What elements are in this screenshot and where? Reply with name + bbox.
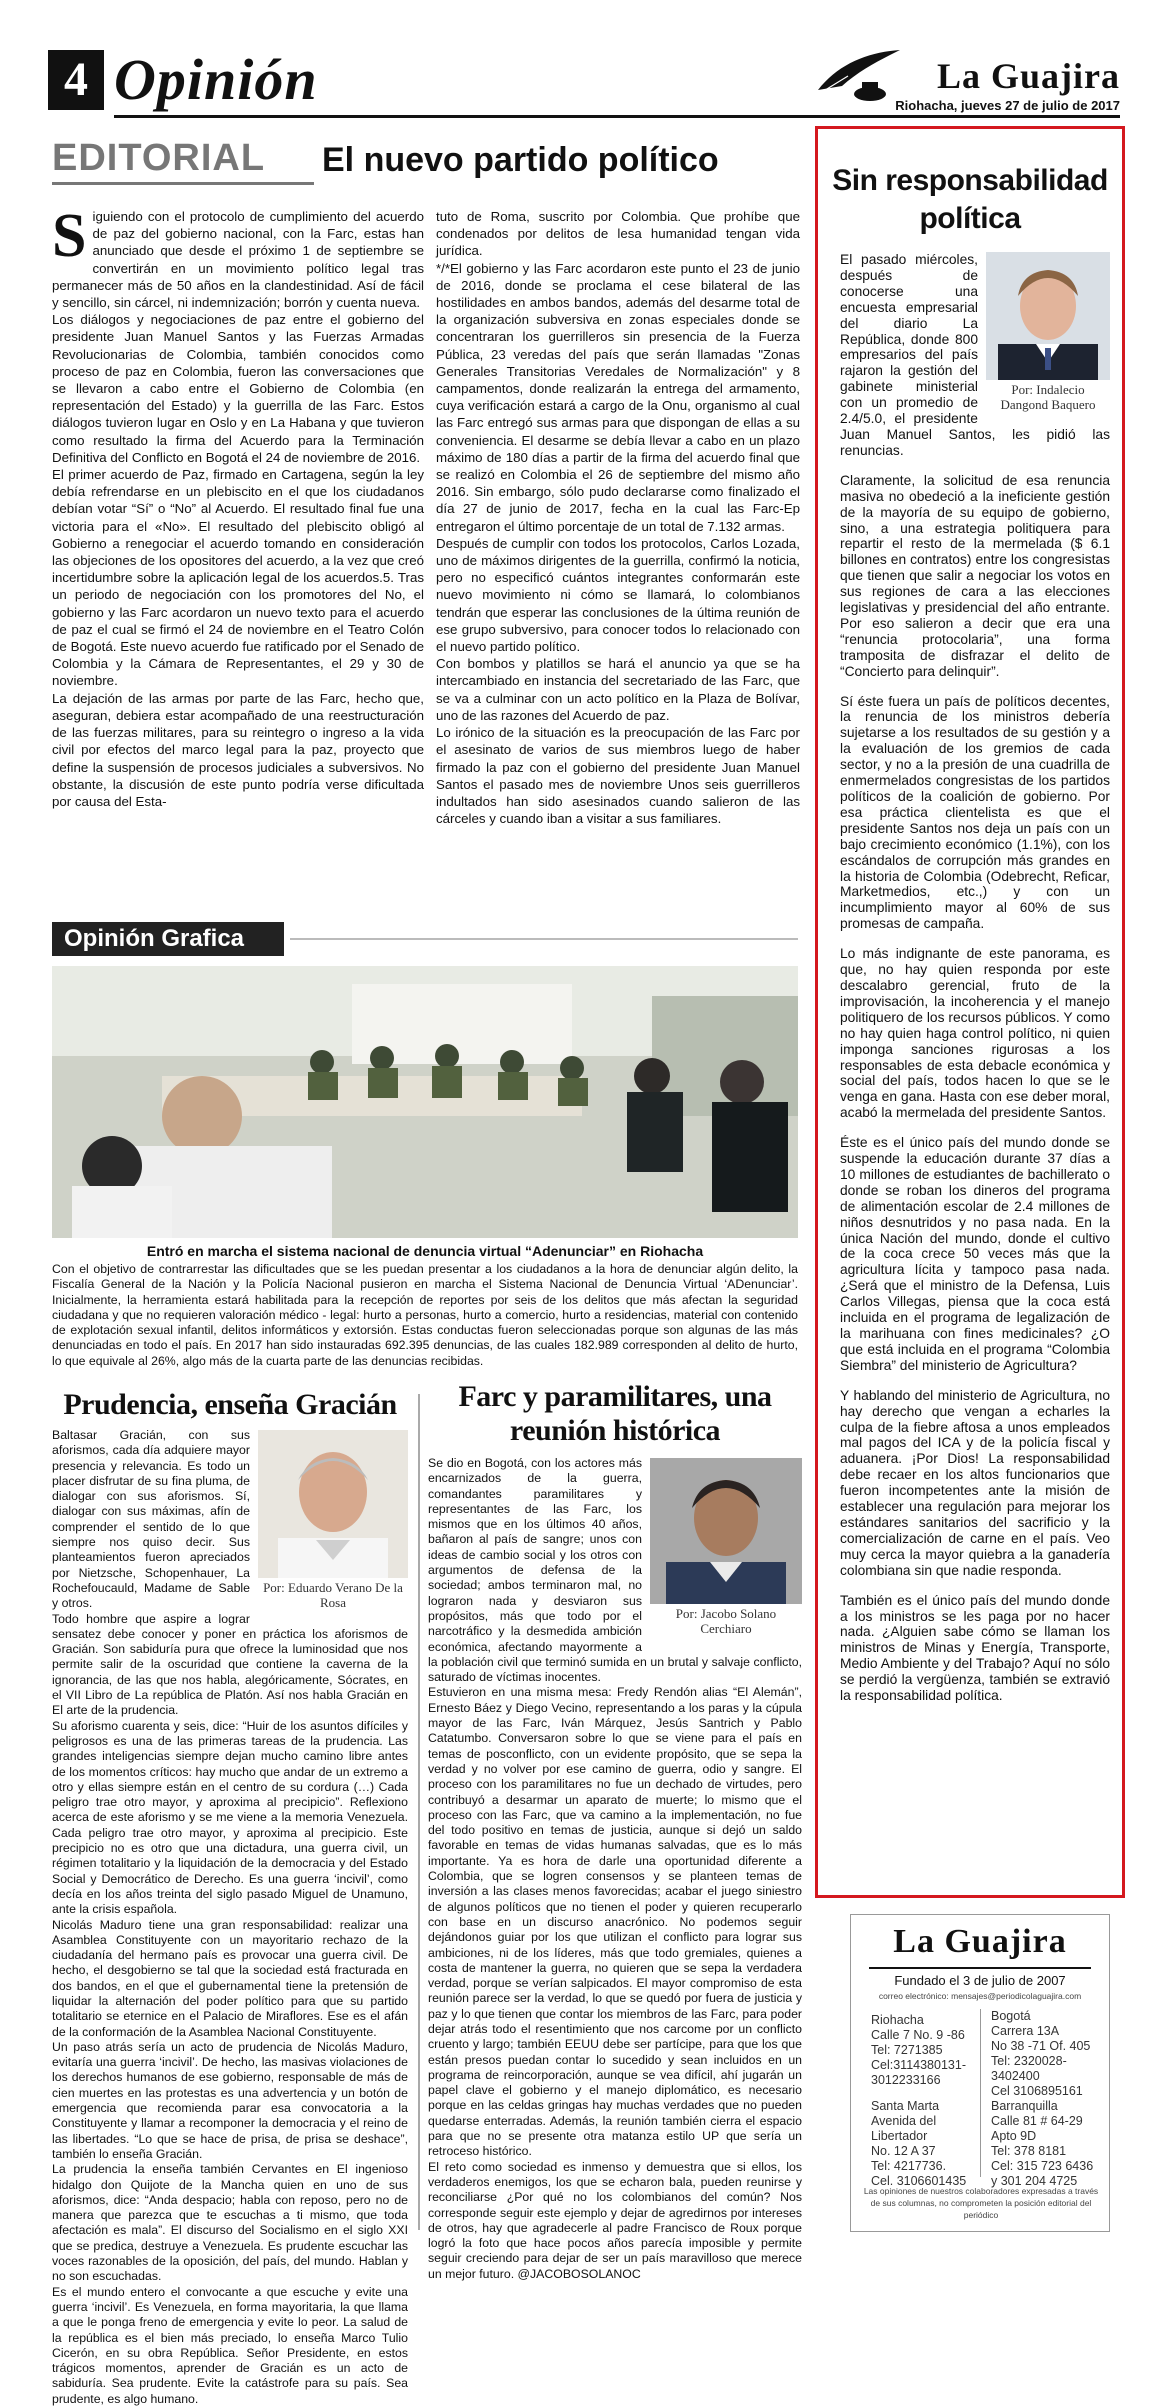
- opinion-grafica-rule: [290, 938, 798, 940]
- article-paragraph: Nicolás Maduro tiene una gran responsabilidad: realizar una Asamblea Constituyente con un mayoritario rechazo de la ciudadanía del hermano país es provocar una guerra civil. De hecho, el desgobierno se tal que la sociedad está fracturada en dos bandos, en el que el gubernamental tiene la pretensión de liquidar la alternación del poder político para que su partido totalitario se eternice en el Palacio de Miraflores. Ese es el afán de la conformación de la Asamblea Nacional Constituyente.: [52, 1917, 408, 2039]
- author-photo: [258, 1430, 408, 1578]
- section-title: Opinión: [114, 47, 318, 112]
- footer-divider: [980, 2009, 981, 2177]
- editorial-paragraph: */*El gobierno y las Farc acordaron este punto el 23 de junio de 2016, donde se proclama el cese bilateral de las hostilidades en ambos bandos, además del desarme total de la organización subversiva en zonas especiales donde se concentraran los guerrilleros sin presencia de la Fuerza Pública, 23 veredas del país que serán llamadas "Zonas Generales Transitorias Veredales de Normalización" y 8 campamentos, donde realizarán la entrega del armamento, cuya verificación estará a cargo de la Onu, organismo al cual las Farc entregó sus armas para que dispongan de ellas a su conveniencia. El desarme se debía llevar a cabo en un plazo máximo de 180 días a partir de la firma del acuerdo final que se realizó en Colombia el 26 de septiembre del mismo año 2016. Sin embargo, sólo pudo declararse como finalizado el día 27 de junio de 2017, fecha en la cual las Farc-Ep entregaron el último porcentaje de un total de 7.132 armas.: [436, 260, 800, 534]
- article-paragraph: Su aforismo cuarenta y seis, dice: “Huir de los asuntos difíciles y peligrosos es una de las primeras tareas de la prudencia. Las grandes inteligencias siempre dejan mucho camino libre antes de los momentos críticos: hay mucho que andar de un extremo a otro y ellas siempre están en el centro de su cordura (…) Cada peligro trae otro mayor, y aproxima al precipicio”. Reflexiono acerca de este aforismo y se me viene a la memoria Venezuela. Cada peligro trae otro mayor, y aproxima al precipicio. Este precipicio no es otro que una dictadura, una guerra civil, un régimen totalitario y la liquidación de la democracia y del Estado Social y Democrático de Derecho. Es una guerra ‘incivil’, como decía en los años treinta del siglo pasado Miguel de Unamuno, ante la crisis española.: [52, 1718, 408, 1917]
- editorial-paragraph: tuto de Roma, suscrito por Colombia. Que prohíbe que condenados por delitos de lesa humanidad tengan vida jurídica.: [436, 209, 800, 259]
- article-paragraph: También es el único país del mundo donde a los ministros se les paga por no hacer nada. ¿Alguien sabe cómo se llaman los ministros de Minas y Energía, Transporte, Medio Ambiente y del Trabajo? Aquí no sólo se perdió la vergüenza, también se extravió la responsabilidad política.: [840, 1592, 1110, 1704]
- office-santa-marta: Santa Marta Avenida del Libertador No. 12 A 37 Tel: 4217736. Cel. 3106601435: [871, 2099, 967, 2188]
- editorial-paragraph: La dejación de las armas por parte de las Farc, hecho que, aseguran, debiera estar acompañado de una reestructuración de las fuerzas militares, para su reintegro o ingreso a la vida civil por efectos del marco legal para la paz, proyecto que define la suspensión de procesos judiciales a subversivos. No obstante, la discusión de este punto podría verse dificultada por causa del Esta-: [52, 690, 424, 809]
- photo-caption: Entró en marcha el sistema nacional de denuncia virtual “Adenunciar” en Riohacha: [146, 1243, 704, 1259]
- article-paragraph: Baltasar Gracián, con sus aforismos, cada día adquiere mayor presencia y relevancia. Es todo un placer disfrutar de su fina pluma, de dialogar con sus aforismos. Sí, dialogar con sus máximas, afín de comprender el sentido de lo que siempre nos quiso decir. Sus planteamientos fueron apreciados por Nietzsche, Schopenhauer, La Rochefoucauld, Madame de Sable y otros.: [52, 1428, 250, 1611]
- quill-inkwell-icon: [808, 46, 904, 102]
- footer-rule: [869, 1967, 1091, 1969]
- article-paragraph: Lo más indignante de este panorama, es que, no hay quien responda por este descalabro gerencial, fruto de la improvisación, la incoherencia y el manejo politiquero de los recursos públicos. Y como no hay quien haga control político, ni quien imponga sanciones rigurosas a los responsables de esta debacle económica y social del país, todos hacen lo que se le venga en gana. Hasta con ese deber moral, acabó la mermelada del presidente Santos.: [840, 946, 1110, 1121]
- editorial-label-rule: [52, 182, 314, 185]
- article-paragraph: El pasado miércoles, después de conocerse una encuesta empresarial del diario La República, donde 800 empresarios del país rajaron la gestión del gabinete ministerial con un promedio de 2.4/5.0, el presidente Juan Manuel Santos, les pidió las renuncias.: [840, 252, 1110, 458]
- editorial-paragraph: Los diálogos y negociaciones de paz entre el gobierno del presidente Juan Manuel Santos y las Fuerzas Armadas Revolucionarias de Colombia, también conocidos como proceso de paz en Colombia, fueron las conversaciones que se llevaron a cabo entre el Gobierno de Colombia (en representación del Estado) y la guerrilla de las Farc. Estos diálogos tuvieron lugar en Oslo y en La Habana y que tuvieron como resultado la firma del Acuerdo para la Terminación Definitiva del Conflicto en Bogotá el 24 de noviembre de 2016.: [52, 312, 424, 465]
- editorial-headline: El nuevo partido político: [322, 141, 719, 179]
- editorial-disclaimer: Las opiniones de nuestros colaboradores expresadas a través de sus columnas, no comprometen la posición editorial del periódico: [863, 2186, 1099, 2220]
- article-paragraph: Se dio en Bogotá, con los actores más encarnizados de la guerra, comandantes paramilitares y representantes de las Farc, los mismos que en los últimos 40 años, bañaron al país de sangre; unos con ideas de cambio social y los otros con argumentos de defensa de la sociedad; ambos terminaron mal, no lograron nada y desviaron sus propósitos, más que todo por el narcotráfico y la desmedida ambición económica, afectando mayormente a la población civil que terminó sumida en un brutal y salvaje conflicto, saturado de víctimas inocentes.: [428, 1456, 802, 1685]
- editorial-paragraph: El primer acuerdo de Paz, firmado en Cartagena, según la ley debía refrendarse en un plebiscito en el que los ciudadanos debían votar “Sí” o “No” al Acuerdo. El resultado final fue una victoria para el «No». El resultado del plebiscito obligó al Gobierno a renegociar el acuerdo tomando en consideración las objeciones de los opositores del acuerdo, a la vez que creó incertidumbre sobre la aplicación legal de los acuerdos.5. Tras un periodo de negociación con los promotores del No, el gobierno y las Farc acordaron un nuevo texto para el acuerdo de paz el cual se firmó el 24 de noviembre en el Teatro Colón de Bogotá. Este nuevo acuerdo fue ratificado por el Senado de Colombia y la Cámara de Representantes, el 29 y 30 de noviembre.: [52, 467, 424, 689]
- author-photo: [650, 1458, 802, 1604]
- dateline: Riohacha, jueves 27 de julio de 2017: [895, 98, 1120, 113]
- author-photo: [986, 252, 1110, 380]
- author-credit: Por: Eduardo Verano De la Rosa: [263, 1580, 403, 1610]
- footer-masthead: La Guajira: [893, 1923, 1067, 1960]
- author-photo-box: [986, 252, 1110, 412]
- header-rule: [114, 115, 1120, 118]
- article-paragraph: Éste es el único país del mundo donde se suspende la educación durante 37 días a 10 millones de estudiantes de bachillerato o donde se roban los dineros del programa de alimentación escolar de 2.4 millones de niños desnutridos y no pasa nada. En la única Nación del mundo, donde el cultivo de la coca crece 50 veces más que la agricultura lícita y tampoco pasa nada. ¿Será que el ministro de la Defensa, Luis Carlos Villegas, piensa que la coca está incluida en el programa de legalización de la marihuana con fines medicinales? ¿O que está incluida en el programa “Colombia Siembra” del ministerio de Agricultura?: [840, 1135, 1110, 1373]
- sin-responsabilidad-article: [840, 252, 1110, 1718]
- author-credit: Por: Indalecio Dangond Baquero: [1000, 382, 1096, 412]
- photo-summary: Con el objetivo de contrarrestar las dificultades que se les puedan presentar a los ciudadanos a la hora de denunciar algún delito, la Fiscalía General de la Nación y la Policía Nacional pusieron en marcha el Sistema Nacional de Denuncia Virtual ‘ADenunciar’. Inicialmente, la herramienta estará habilitada para la recepción de reportes por seis de los delitos que más afectan la seguridad ciudadana y que no requieren valoración médico - legal: hurto a personas, hurto a comercio, hurto a residencias, material con contenido de explotación sexual infantil, delitos informáticos y extorsión. Estas conductas fueron seleccionadas porque son algunas de las más denunciadas en todo el país. En 2017 han sido instauradas 692.395 denuncias, de las cuales 182.989 corresponden al delito de hurto, lo que equivale al 26%, algo más de la cuarta parte de las denuncias recibidas.: [52, 1262, 798, 1368]
- farc-headline: Farc y paramilitares, una reunión histórica: [458, 1380, 772, 1447]
- article-paragraph: Estuvieron en una misma mesa: Fredy Rendón alias “El Alemán”, Ernesto Báez y Diego Vecino, representando a los paras y la cúpula mayor de las Farc, Iván Márquez, Jesús Santrich y Pablo Catatumbo. Conversaron sobre lo que se viene para el país en temas de posconflicto, con un evidente propósito, que se sepa la verdad y no volver por ese camino de guerra, odio y sangre. El proceso con los paramilitares no fue un dechado de virtudes, pero contribuyó a desarmar un aparato de muerte; lo mismo que el proceso con las Farc, que va camino a la implementación, no fue del todo positivo en temas de justicia, aunque si dejó un saldo favorable en temas de vidas humanas salvadas, que es lo más importante. Ya es hora de darle una oportunidad diferente a Colombia, que se logren consensos y se planteen temas de inversión a las clases menos favorecidas; acabar el juego siniestro de algunos políticos que no tienen el poder y quieren recuperarlo con base en un discurso anacrónico. No podemos seguir dejándonos guiar por los que utilizan el conflicto para lograr sus ambiciones, ni de los líderes, más que todo gremiales, quienes a costa de mantener la guerra, no quieren que se sepa la verdadera verdad, porque se verían salpicados. El mayor compromiso de esta reunión parece ser la verdad, lo que se quedó por fuera de justicia y paz y lo que tienen que contar los miembros de las Farc, para poder dejar atrás todo el resentimiento que nos carcome por un conflicto cruento y largo; también EEUU debe ser partícipe, para que los que están presos puedan contar lo sucedido y sean incluidos en un programa de reincorporación, aunque se vea difícil, ahí jugarán un papel clave el gobierno y el manejo diplomático, es necesario porque en las celdas gringas hay muchas verdades que no pueden quedarse enterradas. Además, la reunión también cierra el espacio para que no se presente otra matanza estilo UP que sería un retroceso histórico.: [428, 1685, 802, 2159]
- office-bogota: Bogotá Carrera 13A No 38 -71 Of. 405 Tel: 2320028- 3402400 Cel 3106895161: [991, 2009, 1091, 2098]
- masthead-logo: La Guajira: [936, 56, 1120, 96]
- article-paragraph: Todo hombre que aspire a lograr sensatez debe conocer y poner en práctica los aforismos de Gracián. Son sabiduría pura que ofrece la luminosidad que nos permite salir de la oscuridad que contiene la caverna de la ignorancia, de las que nos habla, alegóricamente, Sócrates, en el VII Libro de La república de Platón. Así nos habla Gracián en El arte de la prudencia.: [52, 1611, 408, 1718]
- author-photo-box: [258, 1430, 408, 1610]
- author-photo-box: [650, 1458, 802, 1636]
- column-divider: [418, 1394, 420, 2230]
- publisher-info-box: [850, 1914, 1110, 2232]
- editorial-paragraph: Siguiendo con el protocolo de cumplimiento del acuerdo de paz del gobierno nacional, con la Farc, estas han anunciado que desde el próximo 1 de septiembre se convertirán en un movimiento político legal tras permanecer más de 50 años en la clandestinidad. Así de fácil y sencillo, sin cárcel, ni indemnización; borrón y cuenta nueva.: [52, 202, 424, 311]
- editorial-label: EDITORIAL: [52, 137, 266, 179]
- article-paragraph: Sí éste fuera un país de políticos decentes, la renuncia de los ministros debería sujetarse a los resultados de su gestión y a la evaluación de los gremios de cada sector, y no a la presión de una cuadrilla de enmermelados congresistas de los partidos políticos de la coalición de gobierno. Por esa práctica clientelista es que el presidente Santos nos deja un país con un bajo crecimiento económico (1.1%), con los escándalos de corrupción más grandes en la historia de Colombia (Odebrecht, Reficar, Marketmedios, etc.,) y con un incumplimiento mayor al 60% de sus promesas de campaña.: [840, 693, 1110, 932]
- office-barranquilla: Barranquilla Calle 81 # 64-29 Apto 9D Tel: 378 8181 Cel: 315 723 6436 y 301 204 4725: [991, 2099, 1094, 2188]
- editorial-paragraph: Lo irónico de la situación es la preocupación de las Farc por el asesinato de varios de sus miembros luego de haber firmado la paz con el gobierno del presidente Juan Manuel Santos el pasado mes de noviembre Unos seis guerrilleros indultados han sido asesinados cuando salieron de las cárceles y cuando iban a visitar a sus familiares.: [436, 725, 800, 827]
- founded-date: Fundado el 3 de julio de 2007: [894, 1973, 1066, 1988]
- office-riohacha: Riohacha Calle 7 No. 9 -86 Tel: 7271385 Cel:3114380131- 3012233166: [871, 2013, 966, 2087]
- gracian-headline: Prudencia, enseña Gracián: [63, 1388, 397, 1421]
- article-paragraph: Y hablando del ministerio de Agricultura, no hay derecho que vengan a echarles la culpa de la fiebre aftosa a unos empleados mal pagos del ICA y de la policía fiscal y aduanera. ¡Por Dios! La responsabilidad debe recaer en los altos funcionarios que fueron incompetentes ante la misión de establecer una regulación para mejorar los estándares sanitarios del sacrificio y la comercialización de carne en el país. Veo muy cerca la mayor quiebra a la ganadería colombiana sin que nadie responda.: [840, 1387, 1110, 1578]
- editorial-paragraph: Con bombos y platillos se hará el anuncio ya que se ha intercambiado en instancia del secretariado de las Farc, que se va a culminar con un acto político en la Plaza de Bolívar, uno de las razones del Acuerdo de paz.: [436, 656, 800, 723]
- article-paragraph: Un paso atrás sería un acto de prudencia de Nicolás Maduro, evitaría una guerra ‘incivil’. De hecho, las masivas violaciones de los derechos humanos de ese gobierno, responsable de más de cien muertes en las protestas es una advertencia y un botón de emergencia que recomienda parar esa convocatoria a la Constituyente y llamar a recomponer la democracia y el reino de las libertades. “Lo que se hace de prisa, de prisa se deshace”, también lo enseña Gracián.: [52, 2039, 408, 2161]
- editorial-column-1: [52, 202, 424, 810]
- article-paragraph: La prudencia la enseña también Cervantes en El ingenioso hidalgo don Quijote de la Mancha quien en uno de sus aforismos, dice: “Anda despacio; habla con reposo, pero no de manera que parezca que te escuchas a ti mismo, que toda afectación es mala”. El discurso del Socialismo en el siglo XXI que se predica, destruye a Venezuela. Es prudente escuchar las voces razonables de la oposición, del país, del mundo. Hablan y no son escuchadas.: [52, 2162, 408, 2284]
- meeting-photo: [52, 966, 798, 1238]
- sin-responsabilidad-headline: Sin responsabilidad política: [832, 164, 1108, 235]
- page-number: 4: [48, 50, 104, 110]
- article-paragraph: El reto como sociedad es inmenso y demuestra que si ellos, los verdaderos enemigos, los que se echaron bala, pueden reunirse y reconciliarse ¿Por qué no los colombianos del común? Nos corresponde seguir este ejemplo y dejar de agredirnos por intereses de otros, hay que agradecerle al padre Francisco de Roux porque logró la foto que hace pocos años parecía imposible y permite seguir creciendo para dejar de ser un país maravilloso que merece un mejor futuro. @JACOBOSOLANOC: [428, 2159, 802, 2281]
- opinion-grafica-label: Opinión Grafica: [52, 922, 284, 956]
- author-credit: Por: Jacobo Solano Cerchiaro: [675, 1606, 777, 1636]
- gracian-article: [52, 1428, 408, 2407]
- editorial-paragraph: Después de cumplir con todos los protocolos, Carlos Lozada, uno de máximos dirigentes de la guerrilla, confirmó la noticia, pero no especificó cuántos integrantes conformarán este nuevo movimiento ni cómo se llamará, lo colombianos tendrán que esperar las conclusiones de la última reunión de ese grupo subversivo, para conocer todos lo relacionado con el nuevo partido político.: [436, 535, 800, 655]
- farc-article: [428, 1456, 802, 2282]
- contact-email: correo electrónico: mensajes@periodicolaguajira.com: [878, 1991, 1082, 2001]
- editorial-column-2: [436, 208, 800, 827]
- page-header: [48, 40, 1120, 128]
- drop-cap: S: [52, 202, 87, 270]
- article-paragraph: Claramente, la solicitud de esa renuncia masiva no obedeció a la ineficiente gestión de la mayoría de su equipo de gobierno, sino, a una estrategia politiquera para repartir el resto de la mermelada ($ 6.1 billones en contratos) entre los congresistas que tienen que salir a negociar los votos en sus regiones de cara a las elecciones legislativas y presidencial del año entrante. Por eso salieron a decir que era una “renuncia protocolaria”, una forma tramposita de disfrazar el delito de “Concierto para delinquir”.: [840, 472, 1110, 679]
- article-paragraph: Es el mundo entero el convocante a que escuche y evite una guerra ‘incivil’. Es Venezuela, en forma mayoritaria, la que llama a que le ponga freno de emergencia y evite lo peor. La salud de la república es el bien más preciado, lo enseña Marco Tulio Cicerón, en su obra República. Señor Presidente, en estos trágicos momentos, aprender de Gracián es un acto de sabiduría. Sea prudente. Evite la catástrofe para su país. Sea prudente, es algo humano.: [52, 2284, 408, 2406]
